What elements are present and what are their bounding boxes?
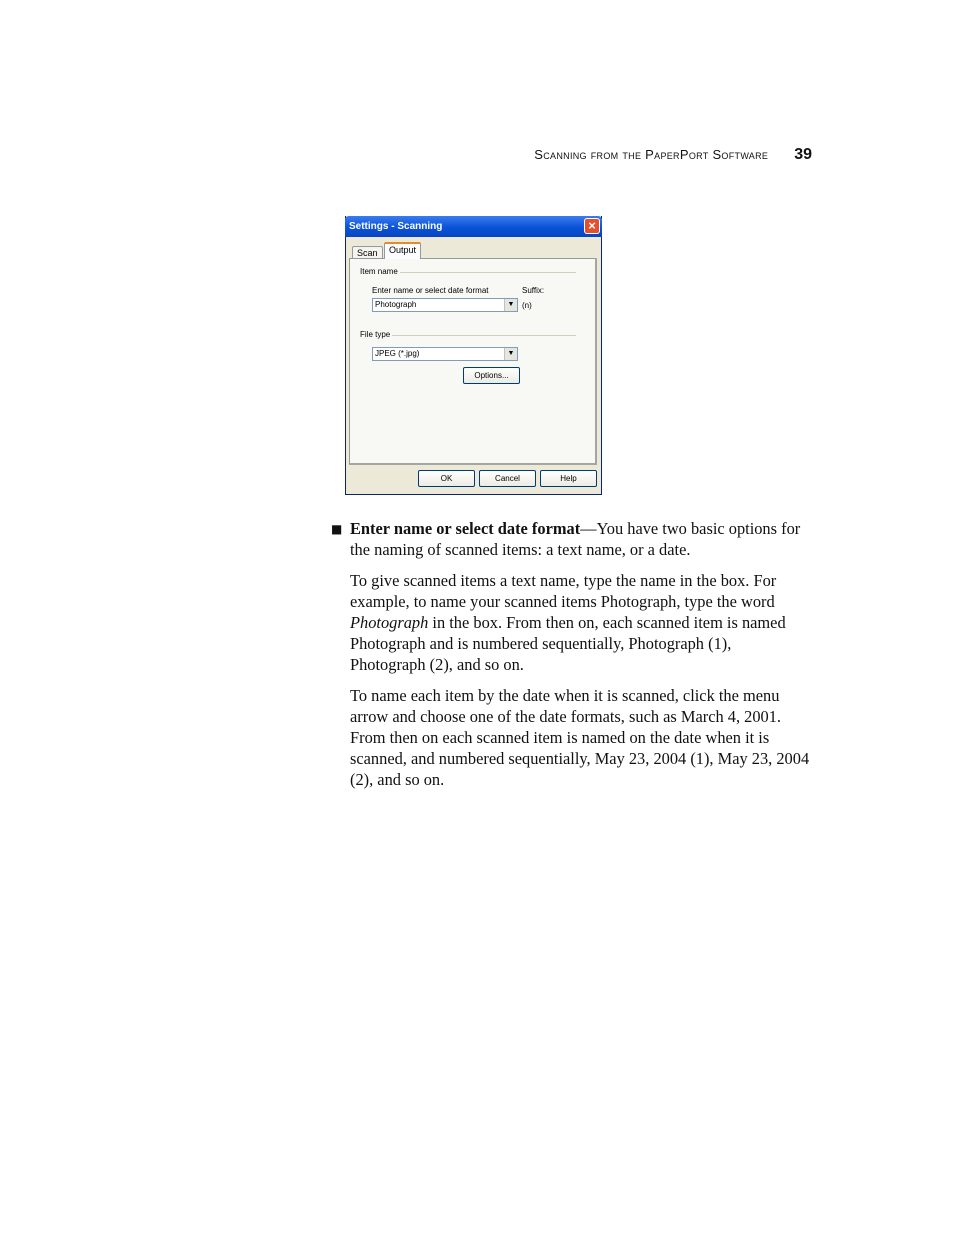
page-number: 39 [794, 146, 812, 163]
dialog-titlebar[interactable] [345, 216, 602, 237]
ok-button[interactable]: OK [418, 470, 475, 487]
tab-output[interactable]: Output [384, 242, 421, 259]
file-type-value: JPEG (*.jpg) [375, 349, 420, 358]
paragraph-text-name [350, 570, 810, 675]
bullet-description: —You have two basic options for the naming of scanned items: a text name, or a date. [350, 519, 801, 559]
options-button[interactable]: Options... [463, 367, 520, 384]
help-button[interactable]: Help [540, 470, 597, 487]
name-format-combo[interactable] [372, 298, 518, 312]
item-name-group-label: Item name [360, 267, 398, 276]
name-format-label: Enter name or select date format [372, 286, 489, 295]
name-format-value: Photograph [375, 300, 417, 309]
para2-italic-term: Photograph [350, 613, 429, 632]
body-text [331, 518, 810, 800]
suffix-value: (n) [522, 301, 532, 310]
settings-scanning-dialog [345, 216, 602, 495]
dialog-title: Settings - Scanning [349, 221, 443, 232]
bullet-term: Enter name or select date format [350, 519, 581, 538]
close-icon[interactable]: × [584, 218, 600, 234]
para2-text-end: in the box. From then on, each scanned item is named Photograph and is numbered sequentially, Photograph (1), Photograph (2), and so on. [350, 613, 786, 674]
file-type-group-label: File type [360, 330, 391, 339]
file-type-combo[interactable] [372, 347, 518, 361]
cancel-button[interactable]: Cancel [479, 470, 536, 487]
suffix-label: Suffix: [522, 286, 545, 295]
bullet-item-name-format [331, 518, 810, 560]
bullet-square-icon: ■ [331, 522, 343, 536]
chevron-down-icon[interactable]: ▼ [504, 299, 517, 311]
section-title: Scanning from the PaperPort Software [534, 147, 769, 162]
para2-text-start: To give scanned items a text name, type the name in the box. For example, to name your scanned items Photograph, type the word [350, 571, 777, 611]
chevron-down-icon[interactable]: ▼ [504, 348, 517, 360]
paragraph-date-name: To name each item by the date when it is scanned, click the menu arrow and choose one of the date formats, such as March 4, 2001. From then on each scanned item is named on the date when it is scanned, and numbered sequentially, May 23, 2004 (1), May 23, 2004 (2), and so on. [350, 686, 810, 789]
tab-scan[interactable]: Scan [352, 246, 383, 260]
running-header [420, 146, 812, 164]
output-tab-panel [349, 258, 597, 465]
file-type-divider [360, 335, 576, 336]
